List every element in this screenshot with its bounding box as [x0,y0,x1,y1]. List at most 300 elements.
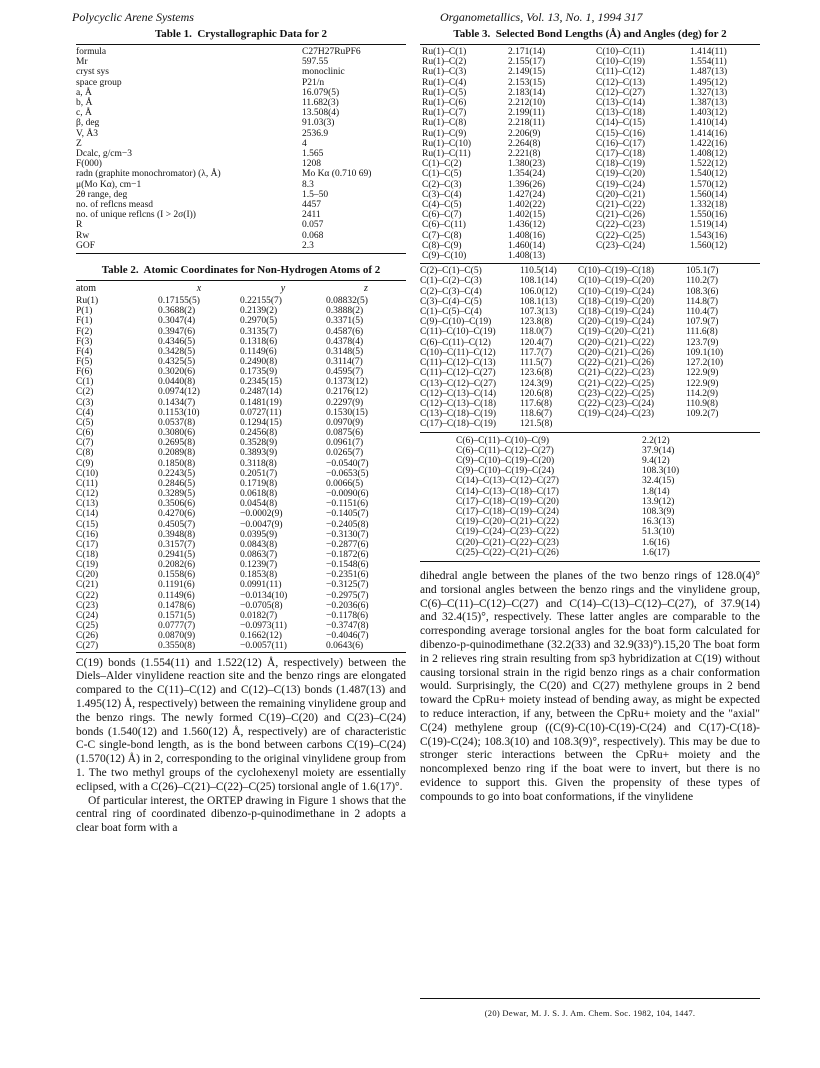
angle-label: C(9)–C(10)–C(19) [420,317,492,328]
table1-row [76,88,406,98]
param-label: F(000) [76,159,102,170]
angle-label: C(18)–C(19)–C(20) [578,296,654,307]
table3-mid-rule-2 [420,432,760,433]
coord-z: −0.3125(7) [326,580,369,591]
atom-label: Ru(1) [76,296,99,307]
bond-length: 1.387(13) [690,98,728,109]
torsion-label: C(17)–C(18)–C(19)–C(20) [456,496,559,507]
angle-label: C(20)–C(21)–C(22) [578,337,654,348]
table1-caption-title: Crystallographic Data for 2 [197,28,328,40]
torsion-label: C(14)–C(13)–C(18)–C(17) [456,486,559,497]
coord-y: 0.1149(6) [240,346,277,357]
param-label: space group [76,77,122,88]
table2-row [76,337,406,347]
atom-label: F(3) [76,336,93,347]
table1-row [76,57,406,67]
angle-value [686,419,760,429]
angle-label: C(17)–C(18)–C(19) [420,419,496,430]
angle-value: 114.8(7) [686,296,719,307]
coord-x: 0.2695(8) [158,438,196,449]
bond-length: 1.460(14) [508,240,546,251]
angle-label: C(2)–C(3)–C(4) [420,286,482,297]
bond-label: C(19)–C(24) [596,179,646,190]
atom-label: C(19) [76,560,99,571]
bond-label: C(1)–C(5) [422,169,462,180]
coord-x: 0.3428(5) [158,346,196,357]
coord-z: −0.1872(6) [326,549,369,560]
bond-label: C(23)–C(24) [596,240,646,251]
param-label: Dcalc, g/cm−3 [76,149,133,160]
bond-length: 1.332(18) [690,200,728,211]
bond-length: 2.218(11) [508,118,545,129]
bond-length: 2.212(10) [508,98,546,109]
coord-x: 0.4505(7) [158,519,196,530]
table2-row [76,418,406,428]
angle-label: C(10)–C(19)–C(20) [578,276,654,287]
atom-label: C(26) [76,631,99,642]
running-head-left: Polycyclic Arene Systems [72,10,194,24]
bond-length: 1.402(22) [508,200,546,211]
param-label: Rw [76,230,90,241]
angle-value: 109.1(10) [686,347,724,358]
coord-z: −0.0653(5) [326,468,369,479]
table2-row [76,479,406,489]
table2-row [76,530,406,540]
bond-label: Ru(1)–C(7) [422,108,467,119]
bond-label: C(22)–C(23) [596,220,646,231]
angle-value: 111.5(7) [520,358,552,369]
table3-angle-row [420,317,760,327]
coord-x: 0.1149(6) [158,590,195,601]
coord-x: 0.1571(5) [158,610,196,621]
atom-label: F(1) [76,316,93,327]
table3-angle-row [420,297,760,307]
bond-label: Ru(1)–C(1) [422,47,467,57]
table2-row [76,611,406,621]
table3-mid-rule-1 [420,263,760,264]
param-value: 2411 [302,210,321,221]
bond-length: 1.403(12) [690,108,728,119]
param-value: 8.3 [302,179,314,190]
bond-length: 2.199(11) [508,108,545,119]
table3-angle-row [420,419,760,429]
table2-row [76,469,406,479]
coord-y: 0.0618(8) [240,489,278,500]
param-value: 2.3 [302,240,314,251]
angle-label: C(1)–C(5)–C(4) [420,307,482,318]
atom-label: C(6) [76,428,94,439]
param-value: 4 [302,138,307,149]
table3-bond-angles [420,266,760,429]
coord-z: 0.2297(9) [326,397,364,408]
table2-row [76,570,406,580]
bond-label: C(10)–C(11) [596,47,645,57]
table2-row [76,520,406,530]
param-value: Mo Kα (0.710 69) [302,169,372,180]
table1-row [76,149,406,159]
param-label: b, Å [76,98,93,109]
table3-bond-row [420,190,760,200]
table1-row [76,78,406,88]
table3-torsion-row [456,487,720,497]
atom-label: C(24) [76,610,99,621]
bond-length: 1.414(11) [690,47,727,57]
table3-bond-row [420,67,760,77]
table3-torsion-row [456,548,720,558]
table2-row [76,601,406,611]
atom-label: C(25) [76,621,99,632]
coord-x: 0.1153(10) [158,407,200,418]
table3 [420,28,760,562]
coord-y: 0.1853(8) [240,570,278,581]
left-paragraph-2: Of particular interest, the ORTEP drawing in Figure 1 shows that the central ring of coordinated dibenzo-p-quinodimethane in 2 adopts a clear boat form with a [76,794,406,835]
coord-y: −0.0134(10) [240,590,288,601]
angle-label: C(11)–C(10)–C(19) [420,327,496,338]
bond-label: Ru(1)–C(11) [422,149,471,160]
angle-value: 123.8(8) [520,317,553,328]
angle-label [578,419,686,429]
table3-bond-row [420,88,760,98]
table2-row [76,499,406,509]
bond-length: 1.540(12) [690,169,728,180]
bond-length: 1.408(12) [690,149,728,160]
torsion-label: C(19)–C(24)–C(23)–C(22) [456,527,559,538]
table2-caption-title: Atomic Coordinates for Non-Hydrogen Atoms of 2 [143,264,381,277]
table2-row [76,448,406,458]
torsion-label: C(20)–C(21)–C(22)–C(23) [456,537,559,548]
torsion-value: 1.6(17) [642,547,670,558]
atom-label: F(5) [76,357,93,367]
table3-angle-row [420,389,760,399]
table1-row [76,108,406,118]
bond-length: 2.149(15) [508,67,546,78]
table2-row [76,377,406,387]
bond-label: C(21)–C(26) [596,210,646,221]
coord-y: 0.0395(9) [240,529,278,540]
param-label: R [76,220,83,231]
table2-row [76,367,406,377]
bond-label: C(12)–C(27) [596,87,646,98]
table3-bond-row [420,78,760,88]
coord-z: 0.4378(4) [326,336,364,347]
table2-row [76,621,406,631]
bond-length: 1.327(13) [690,87,728,98]
table3-bond-row [420,251,760,261]
bond-label: Ru(1)–C(9) [422,128,467,139]
bond-length: 2.221(8) [508,149,541,160]
coord-y: 0.0727(11) [240,407,282,418]
torsion-value: 108.3(9) [642,506,675,517]
torsion-label: C(14)–C(13)–C(12)–C(27) [456,476,559,487]
param-label: formula [76,47,107,57]
bond-length: 1.560(12) [690,240,728,251]
torsion-value: 16.3(13) [642,517,675,528]
angle-value: 110.5(14) [520,266,557,277]
coord-y: 0.1481(19) [240,397,282,408]
coord-z: 0.3114(7) [326,357,363,367]
right-column [420,28,760,805]
param-value: 4457 [302,200,321,211]
table1-row [76,159,406,169]
coord-x: 0.17155(5) [158,296,200,307]
table3-caption [420,28,760,41]
coord-z: 0.0066(5) [326,478,364,489]
table2-header-z: z [364,283,368,295]
param-value: 1.565 [302,149,324,160]
coord-x: 0.3080(6) [158,428,196,439]
torsion-label: C(6)–C(11)–C(10)–C(9) [456,435,550,446]
table1-top-rule [76,44,406,45]
atom-label: C(8) [76,448,94,459]
coord-y: 0.3118(8) [240,458,277,469]
angle-value: 108.1(13) [520,296,558,307]
angle-label: C(21)–C(22)–C(25) [578,378,654,389]
angle-label: C(2)–C(1)–C(5) [420,266,482,277]
coord-y: 0.2490(8) [240,357,278,367]
param-value: 0.057 [302,220,324,231]
table1-row [76,98,406,108]
bond-length: 2.155(17) [508,57,546,68]
table3-angle-row [420,307,760,317]
param-label: a, Å [76,87,92,98]
angle-value: 122.9(9) [686,368,719,379]
table2-row [76,438,406,448]
left-body-text [76,657,406,836]
angle-value: 117.6(8) [520,398,553,409]
torsion-value: 51.3(10) [642,527,675,538]
coord-z: 0.3888(2) [326,306,364,317]
coord-x: 0.0537(8) [158,417,196,428]
coord-x: 0.2243(5) [158,468,196,479]
table1-row [76,169,406,179]
bond-length: 1.354(24) [508,169,546,180]
angle-label: C(1)–C(2)–C(3) [420,276,482,287]
table3-torsion-row [456,446,720,456]
table3-caption-number: Table 3. [453,28,491,40]
bond-label: C(17)–C(18) [596,149,646,160]
coord-y: 0.3135(7) [240,326,278,337]
atom-label: C(18) [76,549,99,560]
coord-x: 0.4325(5) [158,357,196,367]
atom-label: C(13) [76,499,99,510]
table2-row [76,357,406,367]
coord-z: 0.3371(5) [326,316,364,327]
table2-caption [76,264,406,277]
table3-bond-row [420,180,760,190]
table1-bottom-rule [76,253,406,254]
coord-z: 0.1530(15) [326,407,368,418]
bond-length: 2.206(9) [508,128,541,139]
coord-x: 0.3688(2) [158,306,196,317]
bond-length: 1.396(26) [508,179,546,190]
param-value: 0.068 [302,230,324,241]
table3-torsion-angles [456,436,720,558]
table3-top-rule [420,44,760,45]
angle-value: 108.3(6) [686,286,719,297]
table3-torsion-row [456,456,720,466]
table2-caption-number: Table 2. [101,264,139,277]
table3-angle-row [420,409,760,419]
angle-value: 120.4(7) [520,337,553,348]
table3-bond-row [420,57,760,67]
atom-label: C(12) [76,489,99,500]
bond-label: Ru(1)–C(3) [422,67,467,78]
angle-value: 110.4(7) [686,307,719,318]
param-label: μ(Mo Kα), cm−1 [76,179,142,190]
table3-bond-row [420,108,760,118]
coord-y: −0.0705(8) [240,600,283,611]
bond-label: C(7)–C(8) [422,230,462,241]
table2-row [76,591,406,601]
table2-header-atom: atom [76,283,96,295]
table3-angle-row [420,327,760,337]
table1-row [76,231,406,241]
angle-label: C(22)–C(21)–C(26) [578,358,654,369]
coord-x: 0.1191(6) [158,580,195,591]
atom-label: C(11) [76,478,98,489]
atom-label: C(15) [76,519,99,530]
angle-value: 107.9(7) [686,317,719,328]
atom-label: C(21) [76,580,99,591]
coord-z: 0.0643(6) [326,641,364,652]
angle-value: 109.2(7) [686,409,719,420]
bond-length: 1.550(16) [690,210,728,221]
param-label: GOF [76,240,96,251]
coord-x: 0.0870(9) [158,631,196,642]
table2-row [76,316,406,326]
coord-z: 0.1373(12) [326,377,368,388]
table3-torsion-row [456,466,720,476]
coord-y: 0.1318(6) [240,336,278,347]
param-label: c, Å [76,108,92,119]
table2-row [76,580,406,590]
angle-label: C(11)–C(12)–C(13) [420,358,496,369]
table3-bond-lengths [420,47,760,261]
coord-x: 0.3289(5) [158,489,196,500]
table2-row [76,489,406,499]
table3-bond-row [420,210,760,220]
coord-z: 0.0961(7) [326,438,364,449]
coord-y: 0.2487(14) [240,387,282,398]
torsion-label: C(25)–C(22)–C(21)–C(26) [456,547,559,558]
torsion-value: 9.4(12) [642,455,670,466]
table3-angle-row [420,287,760,297]
coord-y: 0.1239(7) [240,560,278,571]
coord-x: 0.2846(5) [158,478,196,489]
param-label: V, Å3 [76,128,98,139]
angle-label: C(3)–C(4)–C(5) [420,296,482,307]
atom-label: F(2) [76,326,93,337]
bond-label: C(22)–C(25) [596,230,646,241]
table1-row [76,210,406,220]
bond-length: 1.408(16) [508,230,546,241]
angle-value: 110.2(7) [686,276,719,287]
bond-length: 1.414(16) [690,128,728,139]
bond-length: 1.554(11) [690,57,727,68]
bond-length: 2.153(15) [508,77,546,88]
table2-header-x: x [196,283,202,295]
coord-x: 0.2089(8) [158,448,196,459]
angle-value: 121.5(8) [520,419,553,430]
angle-value: 127.2(10) [686,358,724,369]
table3-torsion-row [456,538,720,548]
coord-z: −0.2405(8) [326,519,369,530]
coord-z: 0.0875(6) [326,428,364,439]
table2-header-rule [76,652,406,653]
angle-value: 110.9(8) [686,398,719,409]
table2-row [76,550,406,560]
bond-length: 2.264(8) [508,138,541,149]
bond-length: 1.522(12) [690,159,728,170]
table1-row [76,200,406,210]
coord-y: 0.2970(5) [240,316,278,327]
bond-length: 1.560(14) [690,189,728,200]
param-value: 13.508(4) [302,108,340,119]
table3-bond-row [420,159,760,169]
angle-label: C(18)–C(19)–C(24) [578,307,654,318]
param-value: C27H27RuPF6 [302,47,361,57]
table3-torsion-row [456,476,720,486]
bond-length: 2.171(14) [508,47,546,57]
angle-label: C(12)–C(13)–C(18) [420,398,496,409]
coord-y: 0.3893(9) [240,448,278,459]
bond-length: 1.543(16) [690,230,728,241]
table1-body [76,47,406,251]
table2-row [76,408,406,418]
angle-label: C(6)–C(11)–C(12) [420,337,491,348]
angle-label: C(12)–C(13)–C(14) [420,388,496,399]
torsion-value: 1.8(14) [642,486,670,497]
coord-y: 0.3528(9) [240,438,278,449]
table3-angle-row [420,379,760,389]
coord-z: −0.2877(6) [326,539,369,550]
table2-row [76,560,406,570]
coord-y: 0.1719(8) [240,478,278,489]
table3-bond-row [420,47,760,57]
table2-header-y: y [280,283,286,295]
param-label: β, deg [76,118,100,129]
coord-z: −0.1178(6) [326,610,369,621]
atom-label: C(20) [76,570,99,581]
coord-y: 0.2051(7) [240,468,278,479]
bond-label: C(19)–C(20) [596,169,646,180]
angle-label: C(19)–C(24)–C(23) [578,409,654,420]
coord-z: −0.3747(8) [326,621,369,632]
coord-z: 0.2176(12) [326,387,368,398]
bond-label: Ru(1)–C(2) [422,57,467,68]
torsion-label: C(6)–C(11)–C(12)–C(27) [456,445,554,456]
param-value: monoclinic [302,67,345,78]
bond-label: C(13)–C(18) [596,108,646,119]
coord-z: −0.2036(6) [326,600,369,611]
bond-label: C(11)–C(12) [596,67,645,78]
table2-row [76,296,406,306]
table2-row [76,327,406,337]
param-value: P21/n [302,77,325,88]
param-value: 1208 [302,159,321,170]
atom-label: C(7) [76,438,94,449]
coord-y: 0.0843(8) [240,539,278,550]
bond-label: C(3)–C(4) [422,189,462,200]
atom-label: C(23) [76,600,99,611]
coord-z: 0.0970(9) [326,417,364,428]
coord-x: 0.3948(8) [158,529,196,540]
coord-z: −0.4046(7) [326,631,369,642]
torsion-label: C(9)–C(10)–C(19)–C(24) [456,466,555,477]
table3-torsion-row [456,497,720,507]
table3-angle-row [420,368,760,378]
coord-x: 0.1558(6) [158,570,196,581]
